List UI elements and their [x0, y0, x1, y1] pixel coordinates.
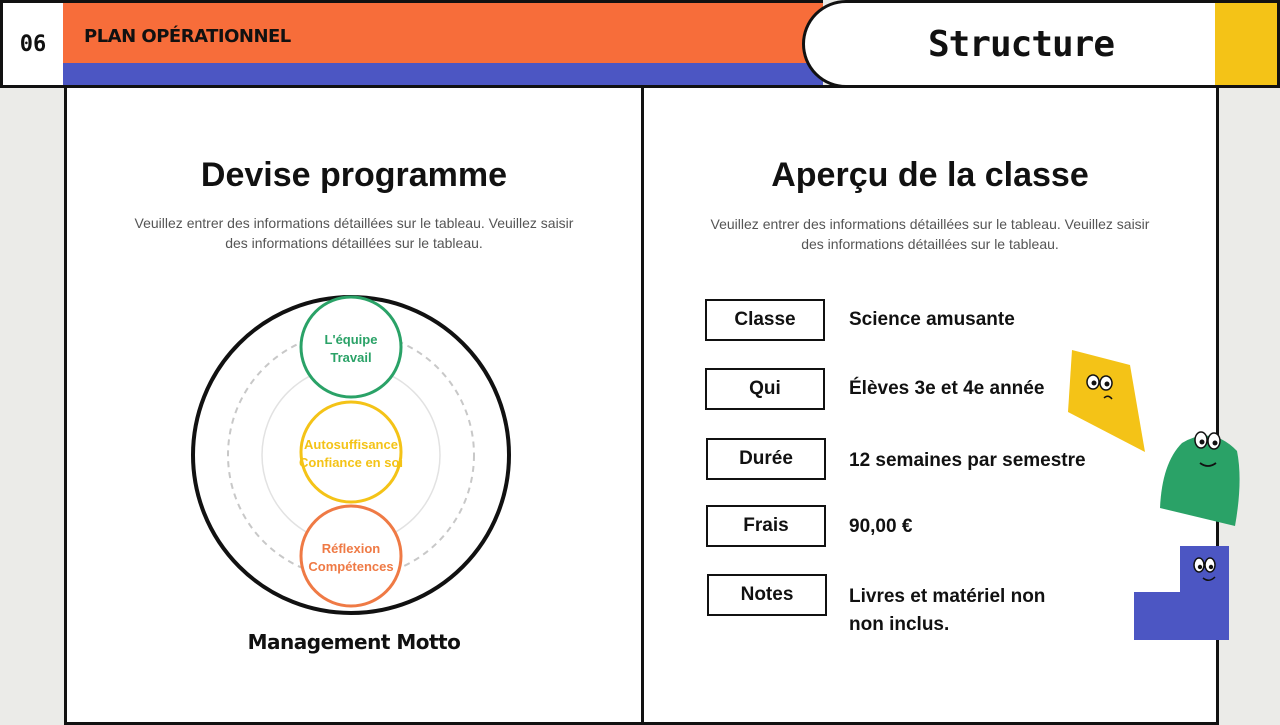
overview-description-line: des informations détaillées sur le tableau.: [801, 236, 1059, 252]
row-label-notes: Notes: [707, 574, 827, 616]
green-ghost-mascot-icon: [1160, 432, 1240, 526]
page-title: Structure: [927, 23, 1115, 65]
blue-block-mascot-icon: [1134, 546, 1229, 640]
motto-heading: Devise programme: [200, 156, 508, 194]
motto-circle-text: L'équipe: [324, 332, 378, 347]
row-label-fees: Frais: [706, 505, 826, 547]
motto-description-line: des informations détaillées sur le tableau.: [225, 235, 483, 251]
motto-circle-text: Autosuffisance: [304, 437, 398, 452]
section-label: PLAN OPÉRATIONNEL: [84, 26, 291, 47]
row-value-fees: 90,00 €: [849, 516, 913, 537]
row-value-duration: 12 semaines par semestre: [849, 450, 1086, 471]
motto-circle-text: Confiance en soi: [298, 455, 404, 470]
motto-caption: Management Motto: [247, 630, 461, 654]
page-number-text: 06: [19, 31, 47, 57]
row-value-class: Science amusante: [849, 309, 1015, 330]
row-label-duration: Durée: [706, 438, 826, 480]
row-value-who: Élèves 3e et 4e année: [849, 378, 1045, 399]
motto-circle-text: Réflexion: [321, 541, 381, 556]
overview-description-line: Veuillez entrer des informations détaillées sur le tableau. Veuillez saisir: [710, 216, 1150, 232]
row-value-notes-line: non inclus.: [849, 614, 950, 635]
row-label-class: Classe: [705, 299, 825, 341]
overview-heading: Aperçu de la classe: [771, 156, 1089, 194]
motto-circle-text: Compétences: [308, 559, 394, 574]
yellow-kite-mascot-icon: [1068, 350, 1145, 452]
row-value-notes-line: Livres et matériel non: [849, 586, 1046, 607]
motto-circle-text: Travail: [330, 350, 372, 365]
row-label-who: Qui: [705, 368, 825, 410]
motto-description-line: Veuillez entrer des informations détaillées sur le tableau. Veuillez saisir: [134, 215, 574, 231]
